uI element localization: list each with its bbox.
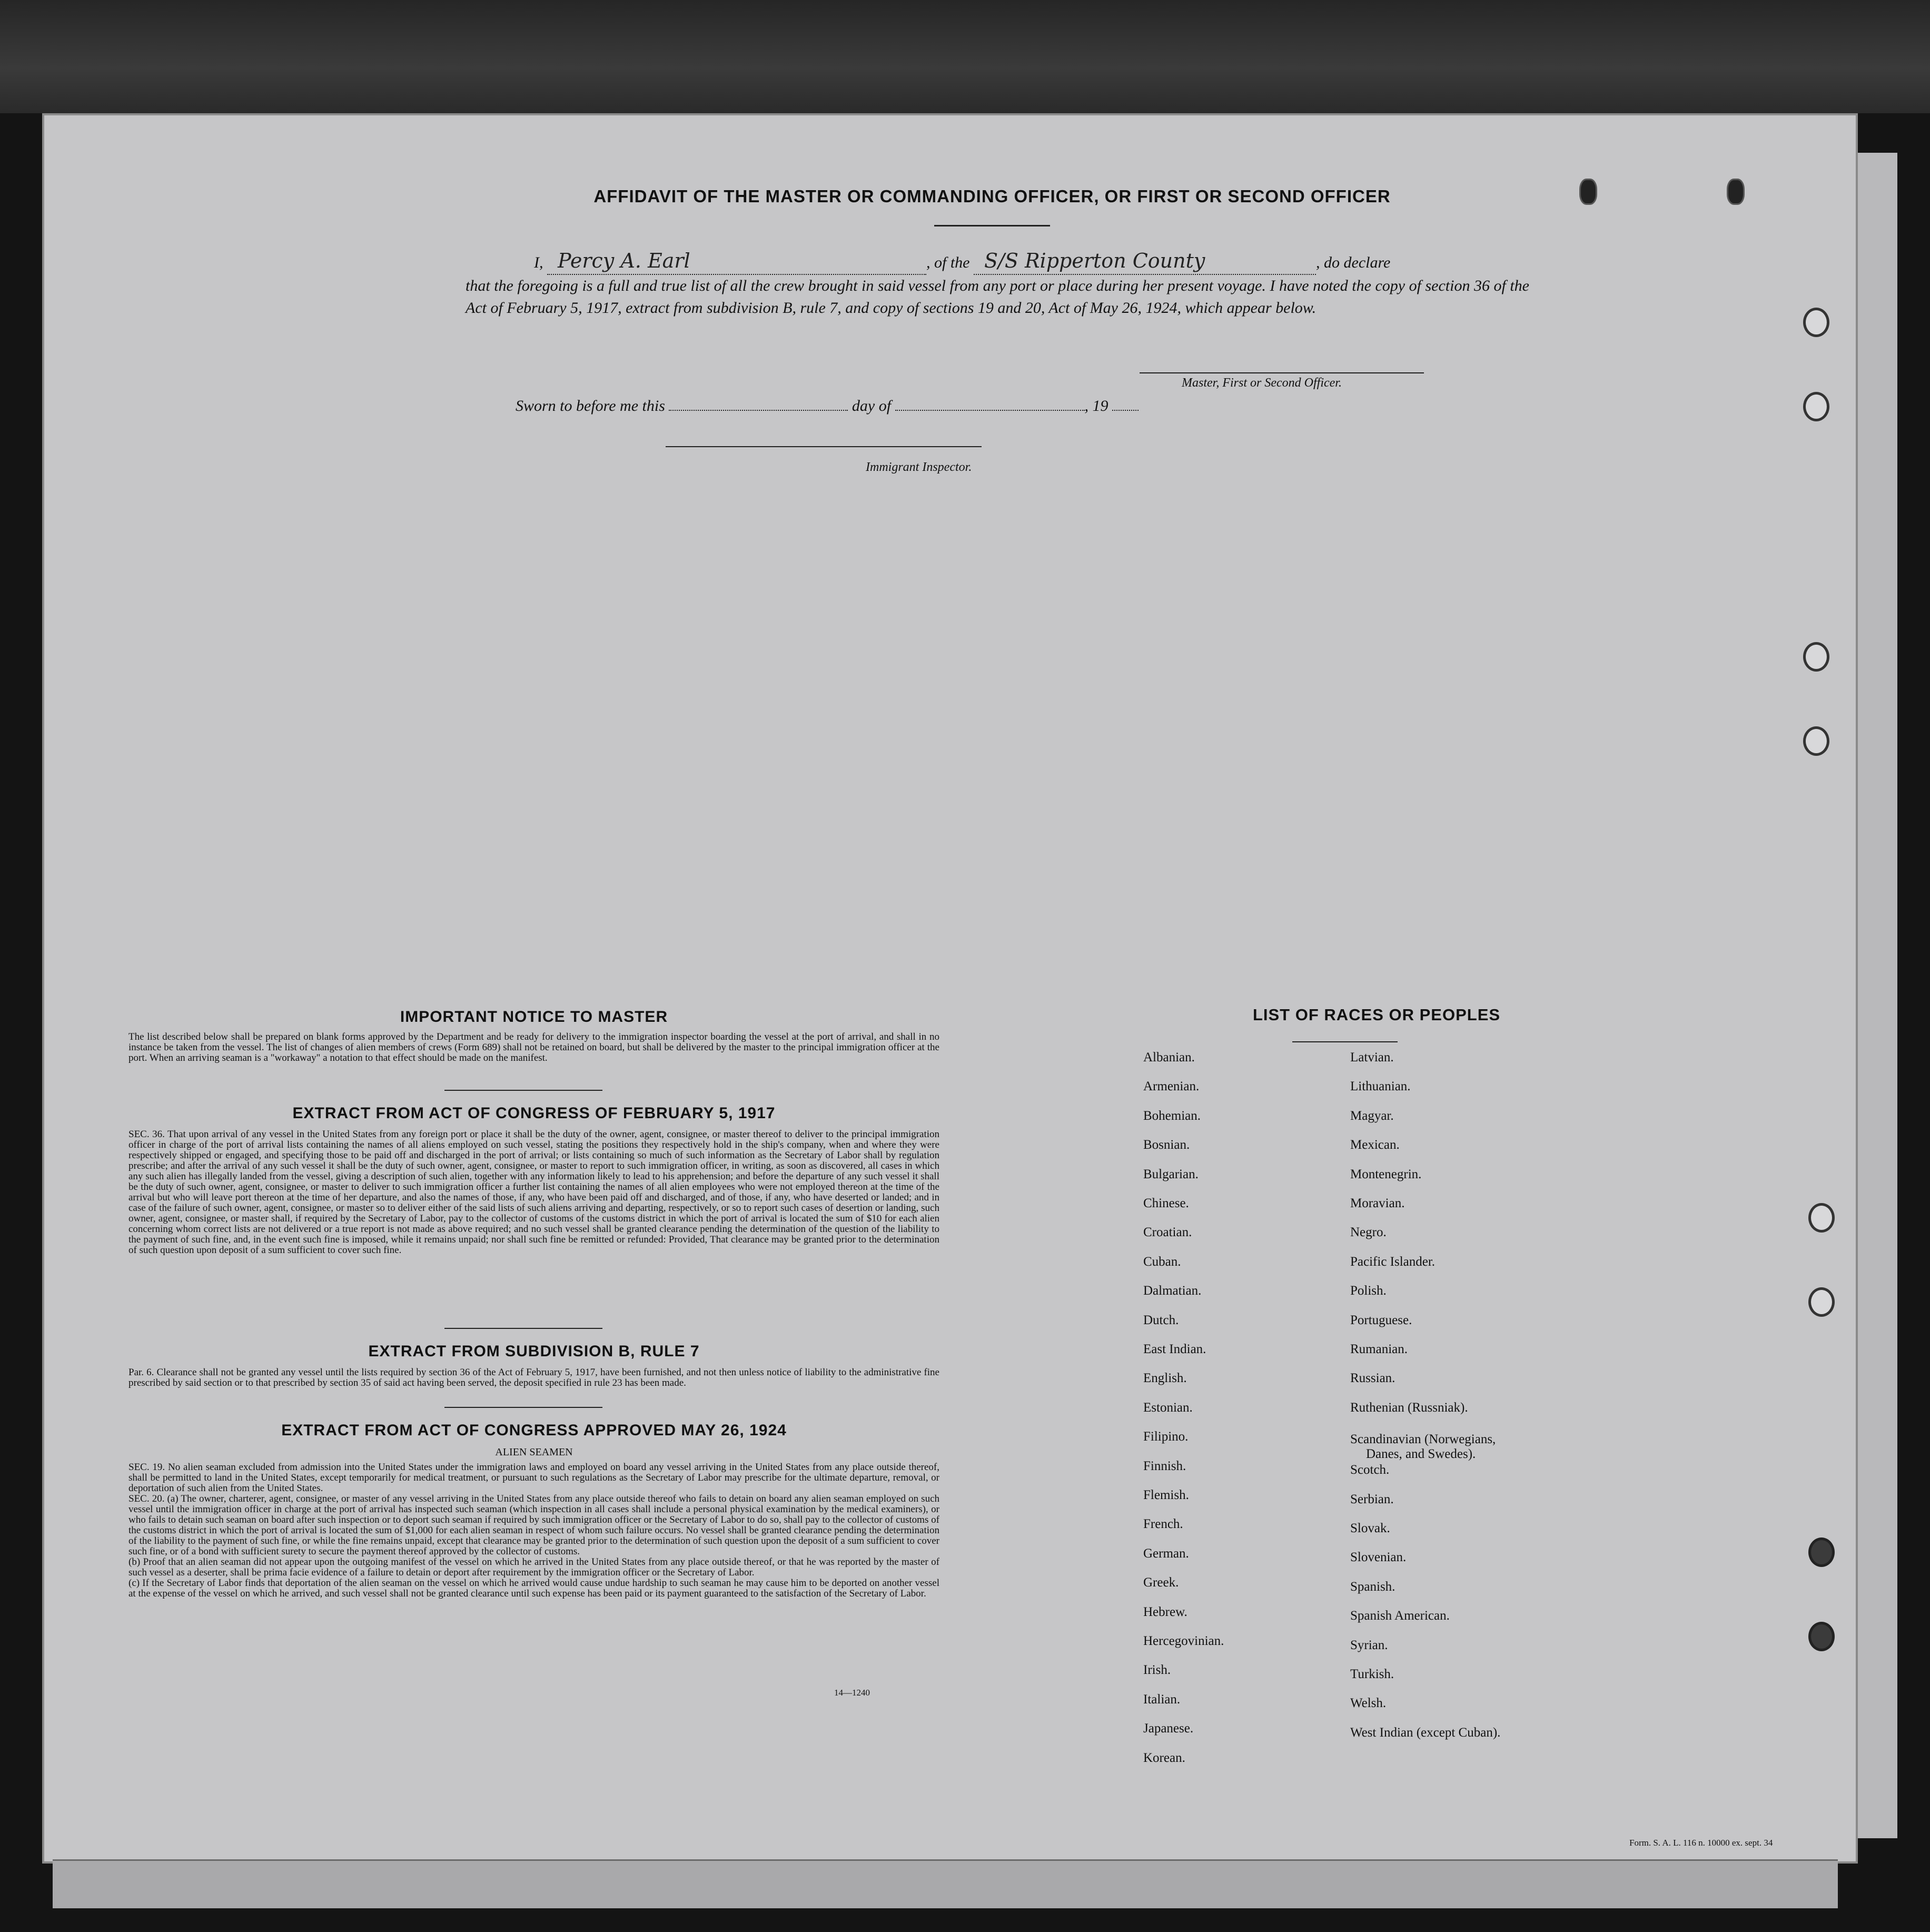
race-item: Irish.	[1143, 1663, 1171, 1678]
sworn-year-field[interactable]	[1112, 410, 1139, 411]
race-item: Lithuanian.	[1350, 1079, 1411, 1094]
punch-hole-icon	[1808, 1203, 1835, 1233]
race-item: Hebrew.	[1143, 1604, 1187, 1619]
divider	[444, 1407, 602, 1408]
race-item: West Indian (except Cuban).	[1350, 1725, 1501, 1740]
punch-hole-icon	[1803, 642, 1829, 672]
race-item: Welsh.	[1350, 1696, 1387, 1711]
race-item: Dutch.	[1143, 1313, 1179, 1327]
race-item: Syrian.	[1350, 1638, 1388, 1652]
binder-clip-icon	[1579, 179, 1597, 205]
signature-line[interactable]	[1140, 372, 1424, 373]
sec19-text: SEC. 19. No alien seaman excluded from admission into the United States under the immigration laws and employed on board any vessel arriving in the United States from any place outside thereof, shall be permitted to land in the United States, except temporarily for medical treatment, or pursuant to such regulations as the Secretary of Labor may prescribe for the ultimate departure, removal, or deportation of such alien from the United States.	[128, 1462, 939, 1494]
race-item: German.	[1143, 1546, 1189, 1561]
race-item: Ruthenian (Russniak).	[1350, 1400, 1468, 1415]
form-number: Form. S. A. L. 116 n. 10000 ex. sept. 34	[1629, 1838, 1773, 1848]
race-item: Bosnian.	[1143, 1138, 1190, 1152]
race-item: Spanish.	[1350, 1579, 1395, 1594]
race-item: Finnish.	[1143, 1458, 1186, 1473]
extract-1924-title: EXTRACT FROM ACT OF CONGRESS APPROVED MAY 26, 1924	[281, 1422, 787, 1439]
notice-text: The list described below shall be prepared on blank forms approved by the Department and be ready for delivery to the immigration inspector boarding the vessel at the port of arrival, and shall in no instance be taken from the vessel. The list of changes of alien members of crews (Form 689) shall not be retained on board, but shall be delivered by the master to the principal immigration officer at the port. When an arriving seaman is a "workaway" a notation to that effect should be made on the manifest.	[128, 1031, 939, 1063]
subdivision-title: EXTRACT FROM SUBDIVISION B, RULE 7	[368, 1343, 700, 1360]
divider	[444, 1328, 602, 1329]
race-item: Armenian.	[1143, 1079, 1200, 1094]
race-item: Portuguese.	[1350, 1313, 1412, 1327]
race-item: French.	[1143, 1517, 1183, 1532]
race-item: Scandinavian (Norwegians,	[1350, 1432, 1496, 1447]
race-item: Chinese.	[1143, 1196, 1189, 1210]
sworn-year-label: , 19	[1084, 397, 1108, 415]
sworn-month-field[interactable]	[895, 410, 1085, 411]
race-item: Flemish.	[1143, 1488, 1189, 1502]
race-item: Polish.	[1350, 1284, 1387, 1298]
punch-hole-icon	[1803, 726, 1829, 756]
affidavit-title: AFFIDAVIT OF THE MASTER OR COMMANDING OFFICER, OR FIRST OR SECOND OFFICER	[593, 186, 1391, 206]
vessel-name-handwriting: S/S Ripperton County	[984, 249, 1205, 272]
extract-1924-text	[128, 1462, 939, 1599]
race-item: Bohemian.	[1143, 1108, 1201, 1123]
race-item: Montenegrin.	[1350, 1167, 1422, 1181]
race-item: Mexican.	[1350, 1138, 1400, 1152]
sworn-prefix: Sworn to before me this	[516, 397, 665, 415]
race-item: Latvian.	[1350, 1050, 1394, 1064]
sec20c-text: (c) If the Secretary of Labor finds that deportation of the alien seaman on the vessel on which he arrived would cause undue hardship to such seaman he may cause him to be deported on another vessel at the expense of the vessel on which he arrived, and such vessel shall not be granted clearance until such expense has been paid or its payment guaranteed to the satisfaction of the Secretary of Labor.	[128, 1578, 939, 1599]
race-item: Turkish.	[1350, 1667, 1394, 1681]
print-code: 14—1240	[834, 1688, 870, 1698]
divider	[444, 1090, 602, 1091]
race-item: English.	[1143, 1371, 1187, 1386]
race-item: Dalmatian.	[1143, 1284, 1202, 1298]
punch-hole-icon	[1808, 1537, 1835, 1567]
race-item: Korean.	[1143, 1750, 1185, 1765]
affidavit-mid: , of the	[926, 254, 970, 271]
extract-1917-title: EXTRACT FROM ACT OF CONGRESS OF FEBRUARY 5, 1917	[292, 1105, 776, 1122]
race-item: Italian.	[1143, 1692, 1181, 1707]
master-name-handwriting: Percy A. Earl	[558, 249, 690, 272]
inspector-signature-line[interactable]	[666, 446, 982, 447]
master-name-field[interactable]	[547, 250, 926, 275]
affidavit-suffix: , do declare	[1316, 254, 1391, 271]
race-item: Cuban.	[1143, 1254, 1181, 1269]
race-item: Magyar.	[1350, 1108, 1394, 1123]
sworn-line	[516, 397, 1253, 415]
subdivision-text: Par. 6. Clearance shall not be granted any vessel until the lists required by section 36 of the Act of February 5, 1917, have been furnished, and not then unless notice of liability to the administrative fine prescribed by said section or to that prescribed by section 35 of said act having been served, the deposit specified in rule 23 has been made.	[128, 1367, 939, 1388]
vessel-name-field[interactable]	[974, 250, 1316, 275]
binder-clip-icon	[1727, 179, 1745, 205]
page-bottom-edge	[53, 1859, 1838, 1908]
inspector-caption: Immigrant Inspector.	[866, 460, 972, 474]
punch-hole-icon	[1803, 308, 1829, 337]
signature-caption: Master, First or Second Officer.	[1182, 376, 1342, 390]
race-item: Filipino.	[1143, 1430, 1189, 1444]
race-item: Bulgarian.	[1143, 1167, 1199, 1181]
sworn-day-label: day of	[852, 397, 892, 415]
race-item: Japanese.	[1143, 1721, 1194, 1736]
punch-hole-icon	[1808, 1622, 1835, 1651]
scan-background	[0, 0, 1930, 113]
race-item: Hercegovinian.	[1143, 1634, 1224, 1648]
divider	[1292, 1041, 1398, 1042]
extract-1917-text: SEC. 36. That upon arrival of any vessel in the United States from any foreign port or place it shall be the duty of the owner, agent, consignee, or master thereof to deliver to the principal immigration officer in charge of the port of arrival lists containing the names of all aliens employed on such vessel, stating the positions they respectively hold in the ship's company, when and where they were respectively shipped or engaged, and specifying those to be paid off and discharged in the port of arrival; or lists containing so much of such information as the Secretary of Labor shall by regulation prescribe; and after the arrival of any such vessel it shall be the duty of such owner, agent, consignee, or master to report to such immigration officer, in writing, as soon as discovered, all cases in which any such alien has illegally landed from the vessel, giving a description of such alien, together with any information likely to lead to his apprehension; and before the departure of any such vessel it shall be the duty of such owner, agent, consignee, or master to deliver to such immigration officer a further list containing the names of all alien employees who were not employed thereon at the time of the arrival but who will leave port thereon at the time of her departure, and also the names of those, if any, who have been paid off and discharged, and of those, if any, who have deserted or landed; and in case of the failure of such owner, agent, consignee, or master so to deliver either of the said lists of such aliens arriving and departing, respectively, or so to report such cases of desertion or landing, such owner, agent, consignee, or master shall, if required by the Secretary of Labor, pay to the collector of customs of the customs district in which the port of arrival is located the sum of $10 for each alien concerning whom correct lists are not delivered or a true report is not made as above required; and no such vessel shall be granted clearance pending the determination of the question of the liability to the payment of such fine, and, in the event such fine is imposed, while it remains unpaid; nor shall such fine be remitted or refunded: Provided, That clearance may be granted prior to the determination of such question upon deposit of a sum sufficient to cover such fine.	[128, 1129, 939, 1256]
race-item: Slovenian.	[1350, 1550, 1407, 1565]
notice-title: IMPORTANT NOTICE TO MASTER	[400, 1008, 668, 1026]
race-item: Danes, and Swedes).	[1366, 1447, 1476, 1462]
race-item: Slovak.	[1350, 1521, 1390, 1535]
race-item: Spanish American.	[1350, 1609, 1450, 1623]
race-item: Estonian.	[1143, 1400, 1193, 1415]
affidavit-prefix: I,	[534, 254, 543, 271]
race-item: Greek.	[1143, 1575, 1179, 1590]
race-item: Albanian.	[1143, 1050, 1195, 1064]
race-item: Scotch.	[1350, 1463, 1390, 1477]
race-item: Serbian.	[1350, 1492, 1394, 1506]
punch-hole-icon	[1808, 1287, 1835, 1317]
races-title: LIST OF RACES OR PEOPLES	[1252, 1006, 1501, 1024]
extract-1924-subtitle: ALIEN SEAMEN	[495, 1446, 573, 1458]
punch-hole-icon	[1803, 392, 1829, 421]
race-item: Rumanian.	[1350, 1342, 1408, 1356]
sec20b-text: (b) Proof that an alien seaman did not appear upon the outgoing manifest of the vessel on which he arrived in the United States from any place outside thereof, or that he was reported by the master of such vessel as a deserter, shall be prima facie evidence of a failure to detain or deport after requirement by the immigration officer or the Secretary of Labor.	[128, 1556, 939, 1578]
sec20a-text: SEC. 20. (a) The owner, charterer, agent, consignee, or master of any vessel arriving in the United States from any place outside thereof who fails to detain on board any alien seaman employed on such vessel until the immigration officer in charge at the port of arrival has inspected such seaman (which inspection in all cases shall include a personal physical examination by the medical examiners), or who fails to detain such seaman on board after such inspection or to deport such seaman if required by such immigration officer or the Secretary of Labor to do so, shall pay to the collector of customs of the customs district in which the port of arrival is located the sum of $1,000 for each alien seaman in respect of whom such failure occurs. No vessel shall be granted clearance pending the determination of the liability to the payment of such fine, or while the fine remains unpaid, except that clearance may be granted prior to the determination of such question upon the deposit of a sum sufficient to cover such fine, or of a bond with sufficient surety to secure the payment thereof approved by the collector of customs.	[128, 1493, 939, 1557]
race-item: Russian.	[1350, 1371, 1395, 1386]
divider	[934, 225, 1050, 226]
race-item: Negro.	[1350, 1225, 1387, 1240]
race-item: Pacific Islander.	[1350, 1254, 1436, 1269]
affidavit-text: that the foregoing is a full and true list of all the crew brought in said vessel from any port or place during her present voyage. I have noted the copy of section 36 of the Act of February 5, 1917, extract from subdivision B, rule 7, and copy of sections 19 and 20, Act of May 26, 1924, which appear below.	[466, 277, 1529, 317]
race-item: Moravian.	[1350, 1196, 1405, 1210]
race-item: East Indian.	[1143, 1342, 1206, 1356]
affidavit-body	[466, 250, 1529, 319]
document-page	[42, 113, 1858, 1864]
sworn-date-field[interactable]	[669, 410, 848, 411]
race-item: Croatian.	[1143, 1225, 1192, 1240]
